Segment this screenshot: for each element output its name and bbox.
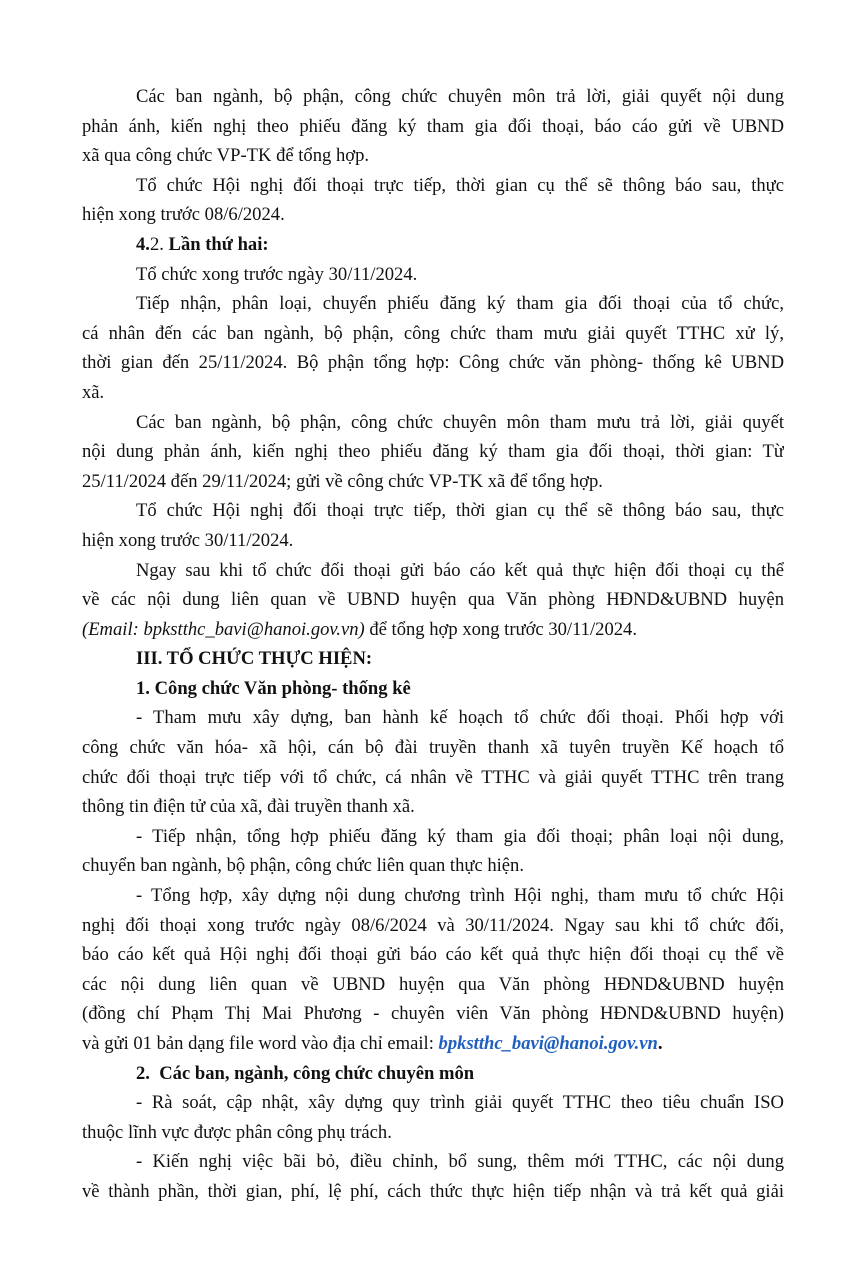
paragraph-line: Tổ chức Hội nghị đối thoại trực tiếp, thời gian cụ thể sẽ thông báo sau, thực xyxy=(136,500,784,522)
paragraph-line: Tiếp nhận, phân loại, chuyển phiếu đăng ký tham gia đối thoại của tổ chức, xyxy=(136,293,784,315)
email-reference: (Email: bpkstthc_bavi@hanoi.gov.vn) xyxy=(82,618,365,640)
paragraph-line: Các ban ngành, bộ phận, công chức chuyên môn trả lời, giải quyết nội dung xyxy=(136,86,784,107)
paragraph-line: thông tin điện tử của xã, đài truyền thanh xã. xyxy=(82,796,415,818)
paragraph-text: để tổng hợp xong trước 30/11/2024. xyxy=(364,618,637,640)
paragraph-line xyxy=(82,1029,784,1059)
paragraph-text: . xyxy=(657,1033,663,1054)
paragraph-line: hiện xong trước 30/11/2024. xyxy=(82,529,294,551)
paragraph-line: về các nội dung liên quan về UBND huyện qua Văn phòng HĐND&UBND huyện xyxy=(82,589,784,611)
paragraph-line: - Kiến nghị việc bãi bỏ, điều chỉnh, bổ sung, thêm mới TTHC, các nội dung xyxy=(136,1151,784,1173)
paragraph-line xyxy=(82,615,784,645)
section-heading-4-2 xyxy=(82,230,784,260)
paragraph-line: Tổ chức xong trước ngày 30/11/2024. xyxy=(136,263,418,285)
paragraph-line: Ngay sau khi tổ chức đối thoại gửi báo cáo kết quả thực hiện đối thoại cụ thể xyxy=(136,559,784,581)
paragraph-line: chức đối thoại trực tiếp với tổ chức, cá nhân về TTHC và giải quyết TTHC trên trang xyxy=(82,766,784,788)
paragraph-line: thuộc lĩnh vực được phân công phụ trách. xyxy=(82,1121,392,1143)
paragraph-line: chuyển ban ngành, bộ phận, công chức liên quan thực hiện. xyxy=(82,855,525,877)
section-heading-2: 2. Các ban, ngành, công chức chuyên môn xyxy=(136,1062,475,1084)
paragraph-line: - Rà soát, cập nhật, xây dựng quy trình giải quyết TTHC theo tiêu chuẩn ISO xyxy=(136,1092,784,1114)
paragraph-line: xã qua công chức VP-TK để tổng hợp. xyxy=(82,145,370,167)
document-page xyxy=(82,82,784,1207)
paragraph-text: và gửi 01 bản dạng file word vào địa chỉ email: xyxy=(82,1033,439,1054)
paragraph-line: (đồng chí Phạm Thị Mai Phương - chuyên viên Văn phòng HĐND&UBND huyện) xyxy=(82,1003,784,1025)
paragraph-line: công chức văn hóa- xã hội, cán bộ đài truyền thanh xã tuyên truyền Kế hoạch tổ xyxy=(82,737,784,759)
paragraph-line: Tổ chức Hội nghị đối thoại trực tiếp, thời gian cụ thể sẽ thông báo sau, thực xyxy=(136,174,784,196)
paragraph-line: xã. xyxy=(82,381,105,403)
paragraph-line: - Tham mưu xây dựng, ban hành kế hoạch tổ chức đối thoại. Phối hợp với xyxy=(136,707,784,729)
paragraph-line: về thành phần, thời gian, phí, lệ phí, cách thức thực hiện tiếp nhận và trả kết quả giải xyxy=(82,1180,784,1202)
paragraph-line: hiện xong trước 08/6/2024. xyxy=(82,204,285,226)
paragraph-line: nội dung phản ánh, kiến nghị theo phiếu đăng ký tham gia đối thoại, thời gian: Từ xyxy=(82,441,784,463)
heading-number: 4. xyxy=(136,233,150,255)
paragraph-line: nghị đối thoại xong trước ngày 08/6/2024 và 30/11/2024. Ngay sau khi tổ chức đối, xyxy=(82,914,784,936)
paragraph-line: Các ban ngành, bộ phận, công chức chuyên môn tham mưu trả lời, giải quyết xyxy=(136,411,784,433)
paragraph-line: phản ánh, kiến nghị theo phiếu đăng ký tham gia đối thoại, báo cáo gửi về UBND xyxy=(82,115,784,137)
heading-subnumber: 2. xyxy=(149,233,169,255)
paragraph-line: các nội dung liên quan về UBND huyện qua Văn phòng HĐND&UBND huyện xyxy=(82,973,784,995)
section-heading-1: 1. Công chức Văn phòng- thống kê xyxy=(136,677,411,699)
paragraph-line: thời gian đến 25/11/2024. Bộ phận tổng hợp: Công chức văn phòng- thống kê UBND xyxy=(82,352,784,374)
paragraph-line: 25/11/2024 đến 29/11/2024; gửi về công chức VP-TK xã để tổng hợp. xyxy=(82,470,603,492)
paragraph-line: báo cáo kết quả Hội nghị đối thoại gửi báo cáo kết quả thực hiện đối thoại cụ thể về xyxy=(82,944,784,966)
paragraph-line: - Tổng hợp, xây dựng nội dung chương trình Hội nghị, tham mưu tổ chức Hội xyxy=(136,885,784,907)
paragraph-line: - Tiếp nhận, tổng hợp phiếu đăng ký tham gia đối thoại; phân loại nội dung, xyxy=(136,825,784,847)
email-link[interactable]: bpkstthc_bavi@hanoi.gov.vn xyxy=(438,1033,658,1054)
heading-title: Lần thứ hai: xyxy=(168,233,269,255)
paragraph-line: cá nhân đến các ban ngành, bộ phận, công chức tham mưu giải quyết TTHC xử lý, xyxy=(82,322,784,344)
section-heading-iii: III. TỔ CHỨC THỰC HIỆN: xyxy=(136,648,373,670)
